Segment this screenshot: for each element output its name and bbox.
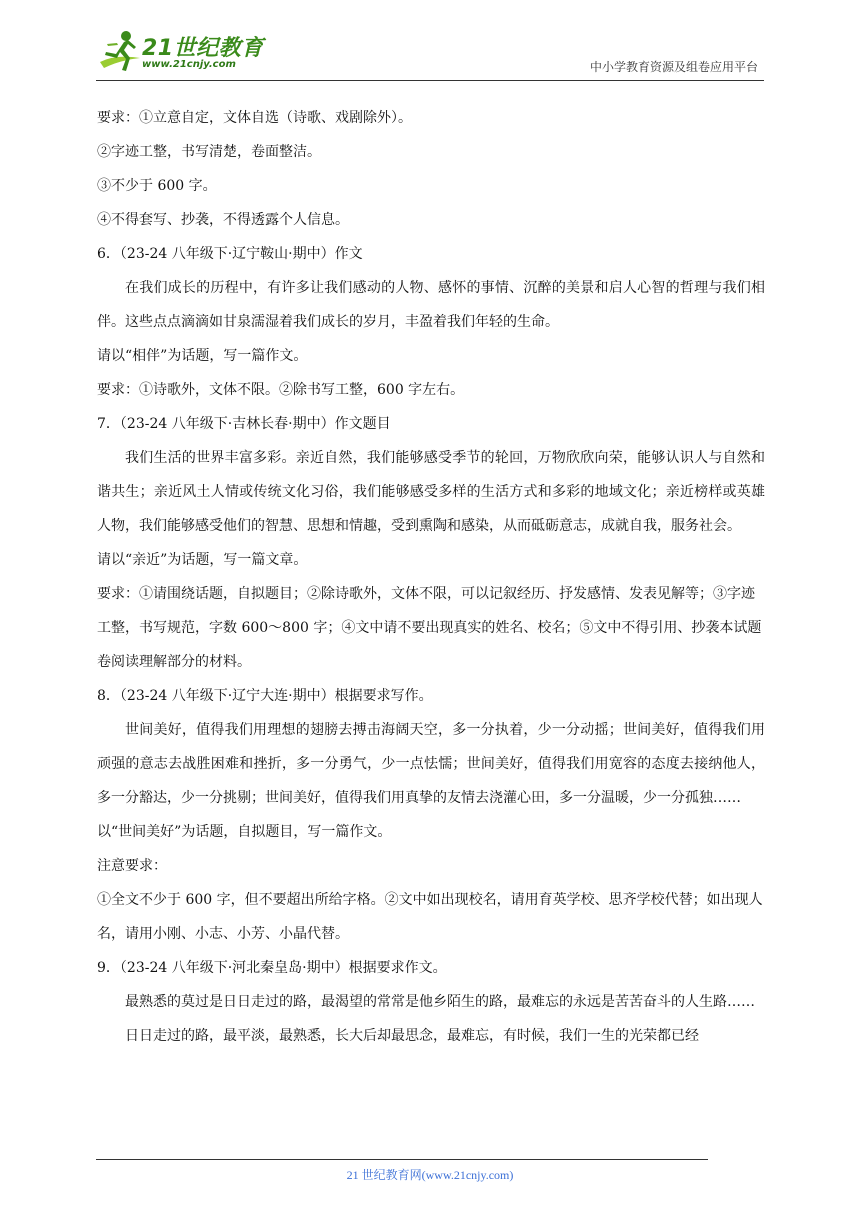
paragraph: 我们生活的世界丰富多彩。亲近自然，我们能够感受季节的轮回，万物欣欣向荣，能够认识人与自然和谐共生；亲近风土人情或传统文化习俗，我们能够感受多样的生活方式和多彩的地域文化；亲近榜样或英雄人物，我们能够感受他们的智慧、思想和情趣，受到熏陶和感染，从而砥砺意志，成就自我，服务社会。 [97, 450, 765, 534]
paragraph: ③不少于 600 字。 [97, 178, 217, 194]
paragraph: 日日走过的路，最平淡，最熟悉，长大后却最思念，最难忘，有时候，我们一生的光荣都已经 [125, 1028, 699, 1044]
footer-divider [96, 1159, 708, 1160]
document-body [97, 101, 765, 1053]
paragraph: 世间美好，值得我们用理想的翅膀去搏击海阔天空，多一分执着，少一分动摇；世间美好，值得我们用顽强的意志去战胜困难和挫折，多一分勇气，少一点怯懦；世间美好，值得我们用宽容的态度去接纳他人，多一分豁达，少一分挑剔；世间美好，值得我们用真挚的友情去浇灌心田，多一分温暖，少一分孤独…… [97, 722, 765, 806]
paragraph: 6．（23-24 八年级下·辽宁鞍山·期中）作文 [97, 246, 363, 262]
paragraph: ④不得套写、抄袭，不得透露个人信息。 [97, 212, 349, 228]
paragraph: 在我们成长的历程中，有许多让我们感动的人物、感怀的事情、沉醉的美景和启人心智的哲理与我们相伴。这些点点滴滴如甘泉濡湿着我们成长的岁月，丰盈着我们年轻的生命。 [97, 280, 765, 330]
header-platform-name: 中小学教育资源及组卷应用平台 [589, 60, 758, 74]
footer-text[interactable]: 21 世纪教育网(www.21cnjy.com) [346, 1168, 514, 1182]
paragraph: 请以“亲近”为话题，写一篇文章。 [97, 552, 308, 568]
logo [96, 28, 266, 76]
logo-url: www.21cnjy.com [142, 59, 236, 70]
logo-text: 21世纪教育 [142, 36, 264, 61]
paragraph: 8．（23-24 八年级下·辽宁大连·期中）根据要求写作。 [97, 688, 433, 704]
paragraph: 要求：①立意自定，文体自选（诗歌、戏剧除外）。 [97, 110, 412, 126]
paragraph: 注意要求： [97, 858, 167, 874]
page-header [96, 28, 764, 81]
paragraph: 9．（23-24 八年级下·河北秦皇岛·期中）根据要求作文。 [97, 960, 447, 976]
paragraph: 最熟悉的莫过是日日走过的路，最渴望的常常是他乡陌生的路，最难忘的永远是苦苦奋斗的人生路…… [125, 994, 755, 1010]
paragraph: ②字迹工整，书写清楚，卷面整洁。 [97, 144, 321, 160]
paragraph: 以“世间美好”为话题，自拟题目，写一篇作文。 [97, 824, 392, 840]
runner-logo-icon [96, 28, 142, 76]
paragraph: ①全文不少于 600 字，但不要超出所给字格。②文中如出现校名，请用育英学校、思齐学校代替；如出现人名，请用小刚、小志、小芳、小晶代替。 [97, 892, 763, 942]
paragraph: 7．（23-24 八年级下·吉林长春·期中）作文题目 [97, 416, 391, 432]
paragraph: 请以“相伴”为话题，写一篇作文。 [97, 348, 308, 364]
paragraph: 要求：①请围绕话题，自拟题目；②除诗歌外，文体不限，可以记叙经历、抒发感情、发表见解等；③字迹工整，书写规范，字数 600～800 字；④文中请不要出现真实的姓名、校名；⑤文中不得引用、抄袭本试题卷阅读理解部分的材料。 [97, 586, 762, 670]
paragraph: 要求：①诗歌外，文体不限。②除书写工整，600 字左右。 [97, 382, 465, 398]
